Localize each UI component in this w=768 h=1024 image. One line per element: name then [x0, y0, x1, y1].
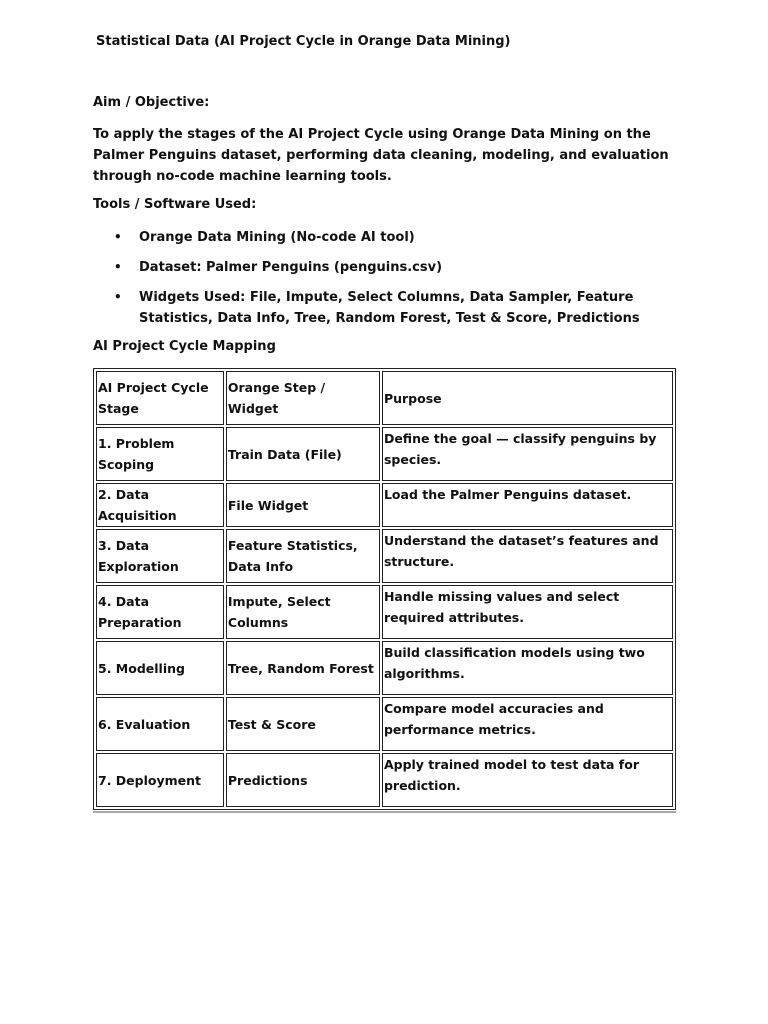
table-header-row: [96, 371, 673, 425]
stage-cell: 5. Modelling: [96, 641, 224, 695]
tools-list: [93, 227, 676, 338]
stage-cell: 2. Data Acquisition: [96, 483, 224, 527]
bullet-icon: •: [114, 290, 122, 304]
purpose-cell: Compare model accuracies and performance metrics.: [382, 697, 673, 751]
tool-text: Widgets Used: File, Impute, Select Columns, Data Sampler, Feature Statistics, Data Info, Tree, Random Forest, Test & Score, Predictions: [139, 290, 640, 326]
aim-heading: Aim / Objective:: [93, 95, 210, 110]
tool-text: Orange Data Mining (No-code AI tool): [139, 230, 415, 245]
widget-cell: Impute, Select Columns: [226, 585, 380, 639]
stage-cell: 1. Problem Scoping: [96, 427, 224, 481]
mapping-heading: AI Project Cycle Mapping: [93, 339, 276, 354]
table-header-cell: Purpose: [382, 371, 673, 425]
table-row: [96, 697, 673, 751]
horizontal-divider: [93, 811, 676, 813]
aim-text: To apply the stages of the AI Project Cycle using Orange Data Mining on the Palmer Penguins dataset, performing data cleaning, modeling, and evaluation through no-code machine learning tools.: [93, 127, 669, 184]
tools-list-item: [93, 227, 676, 248]
stage-cell: 6. Evaluation: [96, 697, 224, 751]
table-row: [96, 753, 673, 807]
widget-cell: Feature Statistics, Data Info: [226, 529, 380, 583]
table-row: [96, 529, 673, 583]
table-row: [96, 427, 673, 481]
purpose-cell: Build classification models using two algorithms.: [382, 641, 673, 695]
purpose-cell: Load the Palmer Penguins dataset.: [382, 483, 673, 527]
stage-cell: 3. Data Exploration: [96, 529, 224, 583]
stage-cell: 7. Deployment: [96, 753, 224, 807]
tool-text: Dataset: Palmer Penguins (penguins.csv): [139, 260, 443, 275]
table-row: [96, 641, 673, 695]
document-title: Statistical Data (AI Project Cycle in Orange Data Mining): [96, 34, 511, 49]
table-header-cell: Orange Step / Widget: [226, 371, 380, 425]
mapping-table: [93, 368, 676, 810]
widget-cell: File Widget: [226, 483, 380, 527]
purpose-cell: Handle missing values and select required attributes.: [382, 585, 673, 639]
widget-cell: Train Data (File): [226, 427, 380, 481]
purpose-cell: Understand the dataset’s features and structure.: [382, 529, 673, 583]
widget-cell: Tree, Random Forest: [226, 641, 380, 695]
bullet-icon: •: [114, 230, 122, 244]
table-row: [96, 483, 673, 527]
widget-cell: Test & Score: [226, 697, 380, 751]
widget-cell: Predictions: [226, 753, 380, 807]
purpose-cell: Apply trained model to test data for prediction.: [382, 753, 673, 807]
purpose-cell: Define the goal — classify penguins by species.: [382, 427, 673, 481]
bullet-icon: •: [114, 260, 122, 274]
stage-cell: 4. Data Preparation: [96, 585, 224, 639]
tools-list-item: [93, 257, 676, 278]
table-row: [96, 585, 673, 639]
tools-list-item: [93, 287, 676, 329]
tools-heading: Tools / Software Used:: [93, 197, 257, 212]
table-header-cell: AI Project Cycle Stage: [96, 371, 224, 425]
